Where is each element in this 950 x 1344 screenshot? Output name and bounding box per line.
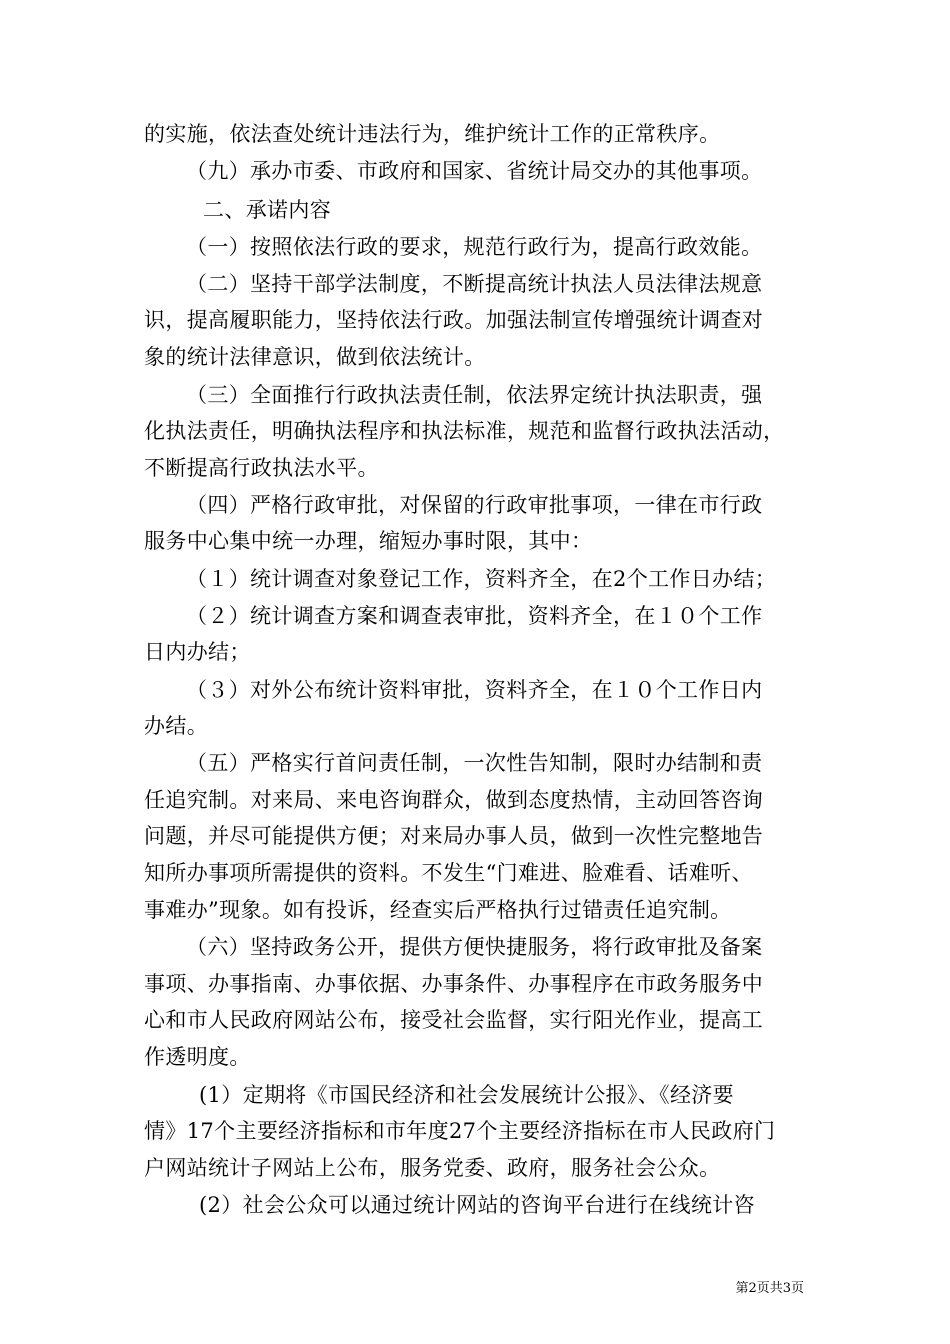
text-line: 办结。 — [144, 714, 209, 738]
text-line: 知所办事项所需提供的资料。不发生“门难进、脸难看、话难听、 — [144, 861, 753, 885]
text-line: 日内办结； — [144, 640, 251, 664]
text-line: （一）按照依法行政的要求，规范行政行为，提高行政效能。 — [186, 235, 763, 259]
text-line: （三）全面推行行政执法责任制，依法界定统计执法职责，强 — [186, 383, 763, 407]
section-heading: 二、承诺内容 — [203, 198, 332, 222]
text-line: （五）严格实行首问责任制，一次性告知制，限时办结制和责 — [186, 751, 763, 775]
text-line: （六）坚持政务公开，提供方便快捷服务，将行政审批及备案 — [186, 935, 763, 959]
text-line: 事难办”现象。如有投诉，经查实后严格执行过错责任追究制。 — [144, 898, 732, 922]
text-line: （四）严格行政审批，对保留的行政审批事项，一律在市行政 — [186, 493, 763, 517]
text-line: （２）统计调查方案和调查表审批，资料齐全，在１０个工作 — [186, 604, 763, 628]
text-line: 事项、办事指南、办事依据、办事条件、办事程序在市政务服务中 — [144, 972, 764, 996]
text-line: （３）对外公布统计资料审批，资料齐全，在１０个工作日内 — [186, 678, 763, 702]
text-line: (1）定期将《市国民经济和社会发展统计公报》、《经济要 — [199, 1083, 735, 1107]
text-line: 问题，并尽可能提供方便；对来局办事人员，做到一次性完整地告 — [144, 824, 764, 848]
text-line: 服务中心集中统一办理，缩短办事时限，其中： — [144, 529, 593, 553]
text-line: 化执法责任，明确执法程序和执法标准，规范和监督行政执法活动， — [144, 419, 785, 443]
text-line: 不断提高行政执法水平。 — [144, 456, 379, 480]
text-line: (2）社会公众可以通过统计网站的咨询平台进行在线统计咨 — [199, 1193, 756, 1217]
text-line: 识，提高履职能力，坚持依法行政。加强法制宣传增强统计调查对 — [144, 308, 764, 332]
text-line: （九）承办市委、市政府和国家、省统计局交办的其他事项。 — [186, 159, 763, 183]
page-number: 第2页共3页 — [735, 1281, 804, 1296]
text-line: 情》17个主要经济指标和市年度27个主要经济指标在市人民政府门 — [144, 1119, 776, 1143]
text-line: 作透明度。 — [144, 1045, 251, 1069]
text-line: （１）统计调查对象登记工作，资料齐全，在2个工作日办结； — [186, 567, 777, 591]
text-line: 任追究制。对来局、来电咨询群众，做到态度热情，主动回答咨询 — [144, 788, 764, 812]
text-line: （二）坚持干部学法制度，不断提高统计执法人员法律法规意 — [186, 272, 763, 296]
text-line: 心和市人民政府网站公布，接受社会监督，实行阳光作业，提高工 — [144, 1008, 764, 1032]
text-line: 的实施，依法查处统计违法行为，维护统计工作的正常秩序。 — [144, 122, 721, 146]
text-line: 户网站统计子网站上公布，服务党委、政府，服务社会公众。 — [144, 1156, 721, 1180]
text-line: 象的统计法律意识，做到依法统计。 — [144, 345, 486, 369]
